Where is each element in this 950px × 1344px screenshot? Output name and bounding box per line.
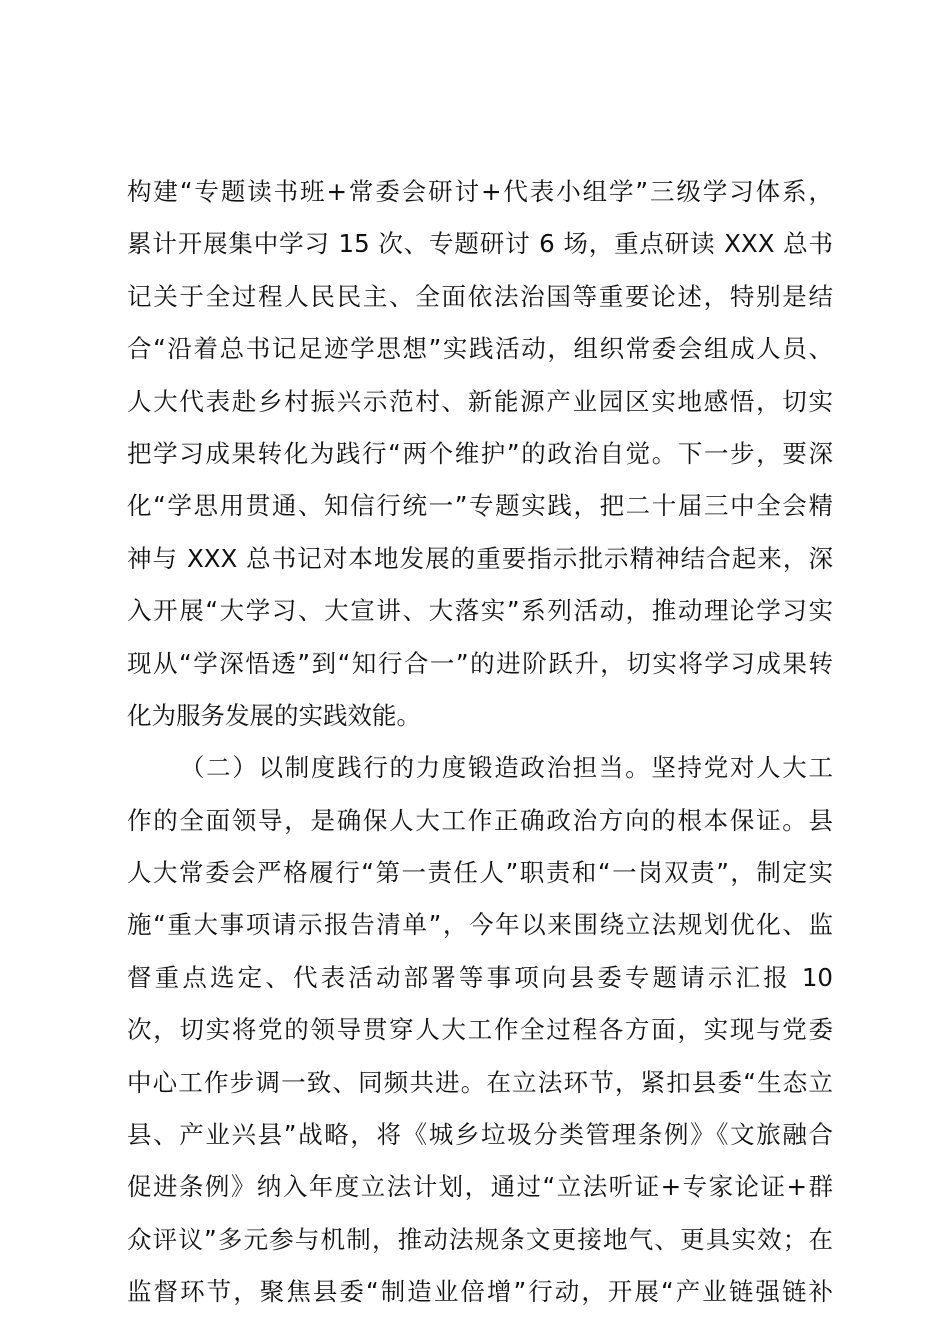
text-line: 人大代表赴乡村振兴示范村、新能源产业园区实地感悟，切实: [127, 386, 833, 416]
text-line: 督重点选定、代表活动部署等事项向县委专题请示汇报 10: [127, 962, 833, 992]
text-line: 众评议”多元参与机制，推动法规条文更接地气、更具实效；在: [127, 1224, 833, 1254]
text-line: 入开展“大学习、大宣讲、大落实”系列活动，推动理论学习实: [127, 596, 833, 626]
text-line: 促进条例》纳入年度立法计划，通过“立法听证+专家论证+群: [127, 1172, 833, 1202]
text-line: 合“沿着总书记足迹学思想”实践活动，组织常委会组成人员、: [127, 334, 833, 364]
text-line: 次，切实将党的领导贯穿人大工作全过程各方面，实现与党委: [127, 1015, 833, 1045]
text-line: 人大常委会严格履行“第一责任人”职责和“一岗双责”，制定实: [127, 858, 833, 888]
body-text: [127, 166, 833, 1319]
text-line: 施“重大事项请示报告清单”，今年以来围绕立法规划优化、监: [127, 910, 833, 940]
text-line: 神与 XXX 总书记对本地发展的重要指示批示精神结合起来，深: [127, 543, 833, 573]
text-line: 累计开展集中学习 15 次、专题研讨 6 场，重点研读 XXX 总书: [127, 229, 833, 259]
section-heading-line: （二）以制度践行的力度锻造政治担当。坚持党对人大工: [180, 753, 833, 783]
text-line: 中心工作步调一致、同频共进。在立法环节，紧扣县委“生态立: [127, 1067, 833, 1097]
text-line: 监督环节，聚焦县委“制造业倍增”行动，开展“产业链强链补: [127, 1277, 833, 1307]
paragraph-end-line: 化为服务发展的实践效能。: [127, 700, 421, 730]
text-line: 现从“学深悟透”到“知行合一”的进阶跃升，切实将学习成果转: [127, 648, 833, 678]
text-line: 作的全面领导，是确保人大工作正确政治方向的根本保证。县: [127, 805, 833, 835]
text-line: 化“学思用贯通、知信行统一”专题实践，把二十届三中全会精: [127, 491, 833, 521]
text-line: 记关于全过程人民民主、全面依法治国等重要论述，特别是结: [127, 281, 833, 311]
text-line: 把学习成果转化为践行“两个维护”的政治自觉。下一步，要深: [127, 438, 833, 468]
text-line: 县、产业兴县”战略，将《城乡垃圾分类管理条例》《文旅融合: [127, 1120, 833, 1150]
text-line: 构建“专题读书班+常委会研讨+代表小组学”三级学习体系，: [127, 177, 833, 206]
